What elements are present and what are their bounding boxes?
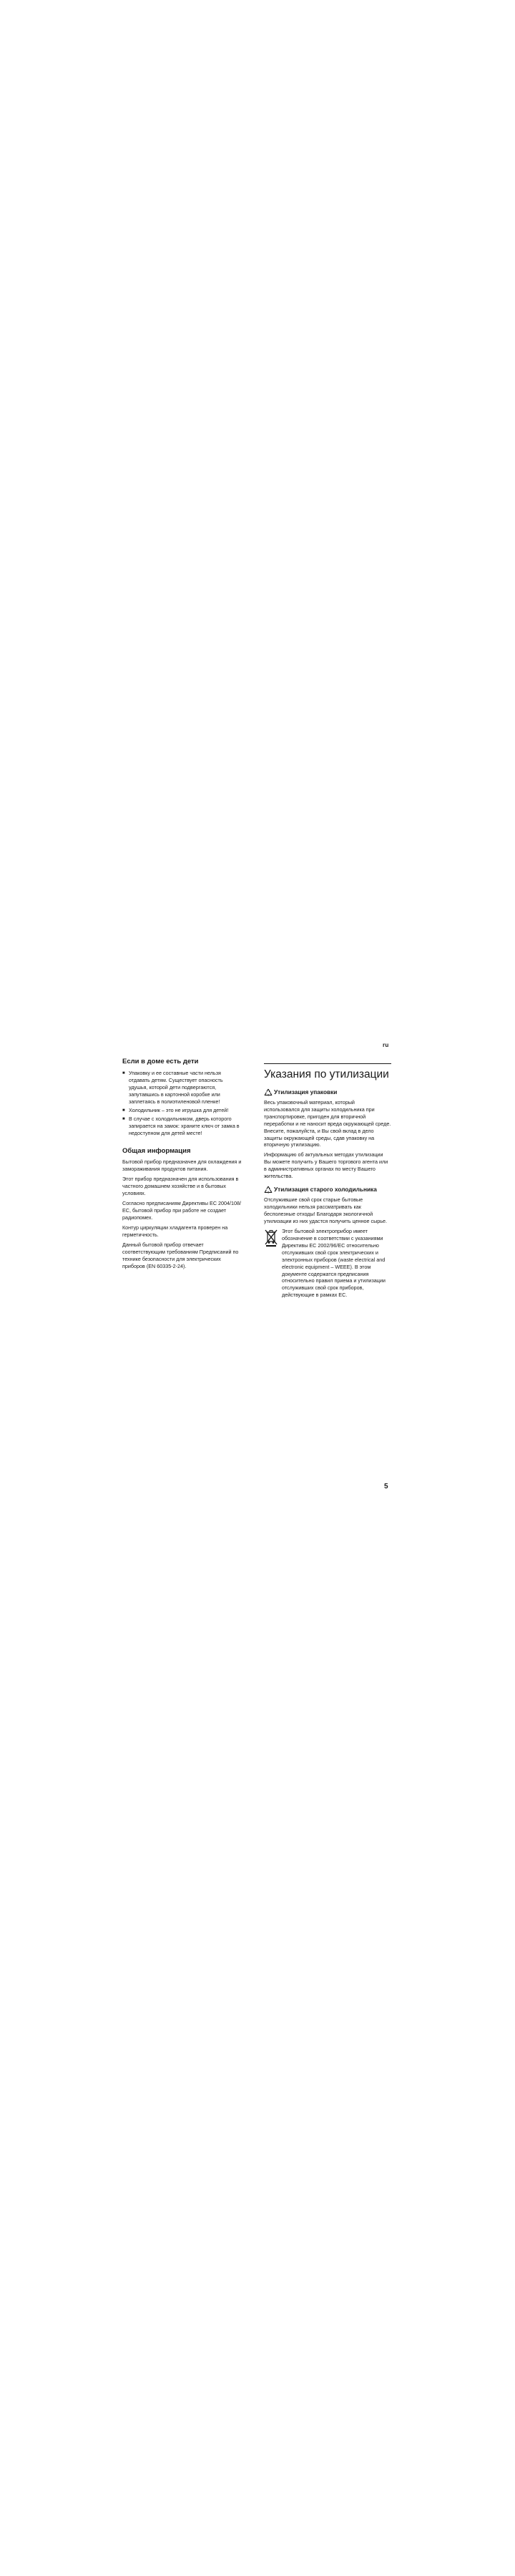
list-item bbox=[122, 1070, 242, 1106]
children-bullet-list bbox=[122, 1070, 242, 1137]
right-column bbox=[264, 1063, 391, 1299]
general-info-heading: Общая информация bbox=[122, 1146, 191, 1155]
packaging-heading bbox=[264, 1088, 391, 1096]
bullet-icon: ■ bbox=[122, 1116, 125, 1121]
bullet-text: Холодильник – это не игрушка для детей! bbox=[129, 1106, 229, 1113]
recycle-icon bbox=[264, 1088, 273, 1096]
general-paragraph: Бытовой прибор предназначен для охлаждения и замораживания продуктов питания. bbox=[122, 1158, 242, 1173]
bullet-icon: ■ bbox=[122, 1070, 125, 1075]
bullet-text: В случае с холодильником, дверь которого запирается на замок: храните ключ от замка в недоступном для детей месте! bbox=[129, 1115, 240, 1136]
weee-paragraph: Этот бытовой электроприбор имеет обозначение в соответствии с указаниями Директивы ЕС 2002/96/ЕС относительно отслуживших свой срок электрических и электронных приборов (waste electrical and electronic equipment – WEEE). В этом документе содержатся предписания относительно правил приема и утилизации отслуживших свой срок приборов, действующие в рамках ЕС. bbox=[282, 1227, 386, 1299]
recycle-icon bbox=[264, 1186, 273, 1194]
old-appliance-paragraph: Отслужившие свой срок старые бытовые холодильники нельзя рассматривать как бесполезные отходы! Благодаря экологичной утилизации из них удастся получить ценное сырье. bbox=[264, 1196, 388, 1224]
disposal-title: Указания по утилизации bbox=[264, 1068, 389, 1080]
list-item bbox=[122, 1116, 242, 1137]
children-heading: Если в доме есть дети bbox=[122, 1058, 199, 1065]
bullet-text: Упаковку и ее составные части нельзя отдавать детям. Существует опасность удушья, которой дети подвергаются, запутавшись в картонной коробке или заплетаясь в полиэтиленовой пленке! bbox=[129, 1069, 223, 1105]
old-appliance-heading bbox=[264, 1186, 391, 1194]
general-paragraph: Согласно предписаниям Директивы ЕС 2004/108/ЕС, бытовой прибор при работе не создает радиопомех. bbox=[122, 1200, 241, 1221]
title-rule bbox=[264, 1063, 391, 1064]
crossed-bin-icon bbox=[264, 1229, 278, 1247]
general-paragraph: Этот прибор предназначен для использования в частного домашнем хозяйстве и в бытовых условиях. bbox=[122, 1176, 239, 1197]
general-paragraph: Данный бытовой прибор отвечает соответствующим требованиям Предписаний по технике безопасности для электрических приборов (EN 60335-2-24). bbox=[122, 1241, 239, 1269]
packaging-heading-text: Утилизация упаковки bbox=[274, 1088, 338, 1096]
old-appliance-heading-text: Утилизация старого холодильника bbox=[274, 1186, 377, 1194]
page-number: 5 bbox=[384, 1483, 388, 1491]
left-column bbox=[122, 1058, 242, 1273]
bullet-icon: ■ bbox=[122, 1108, 125, 1113]
packaging-paragraph: Информацию об актуальных методах утилизации Вы можете получить у Вашего торгового агента или в административных органах по месту Вашего жительства. bbox=[264, 1151, 388, 1180]
list-item bbox=[122, 1107, 242, 1114]
language-tag: ru bbox=[383, 1042, 389, 1048]
weee-block bbox=[264, 1228, 391, 1299]
packaging-paragraph: Весь упаковочный материал, который использовался для защиты холодильника при транспортировке, пригоден для вторичной переработки и не наносит вреда окружающей среде. Внесите, пожалуйста, и Вы свой вклад в дело защиты окружающей среды, сдав упаковку на вторичную утилизацию. bbox=[264, 1098, 391, 1148]
general-paragraph: Контур циркуляции хладагента проверен на герметичность. bbox=[122, 1224, 228, 1238]
